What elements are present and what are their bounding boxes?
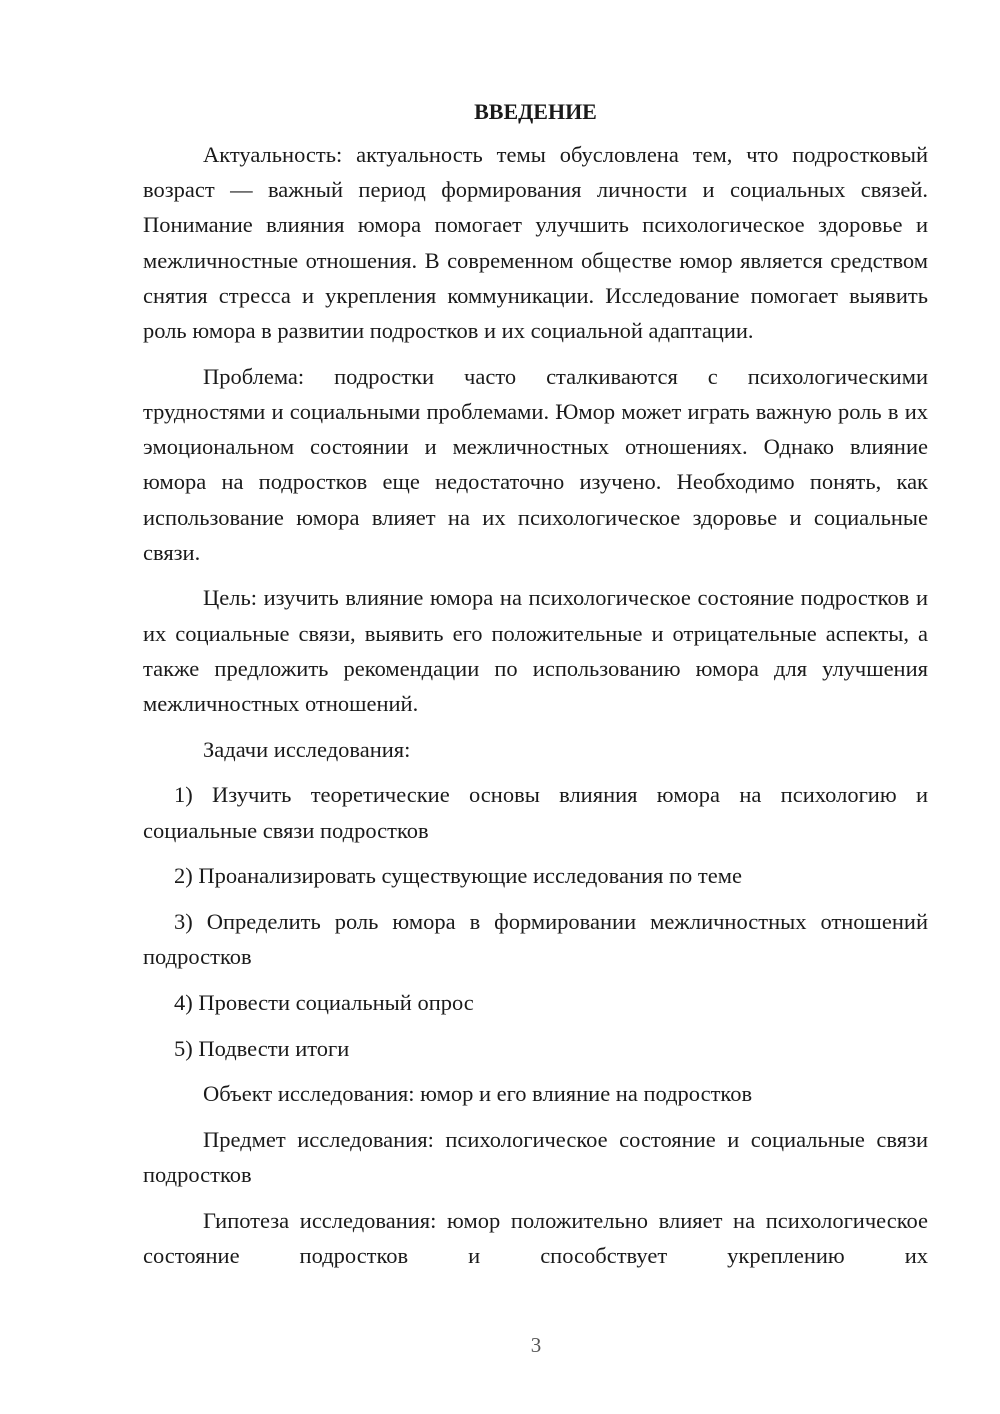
- page-title: ВВЕДЕНИЕ: [474, 99, 597, 124]
- task-item-5: 5) Подвести итоги: [174, 1035, 350, 1061]
- goal-paragraph: Цель: изучить влияние юмора на психологическое состояние подростков и их социальные связи, выявить его положительные и отрицательные аспекты, а также предложить рекомендации по использованию юмора для улучшения межличностных отношений.: [143, 585, 928, 717]
- subject-paragraph: Предмет исследования: психологическое состояние и социальные связи подростков: [143, 1127, 928, 1188]
- tasks-heading: Задачи исследования:: [203, 736, 411, 762]
- page-content: [143, 94, 928, 1284]
- task-item-2: 2) Проанализировать существующие исследования по теме: [174, 863, 742, 889]
- task-item-3: 3) Определить роль юмора в формировании межличностных отношений подростков: [143, 909, 928, 970]
- relevance-paragraph: Актуальность: актуальность темы обусловлена тем, что подростковый возраст — важный период формирования личности и социальных связей. Понимание влияния юмора помогает улучшить психологическое здоровье и межличностные отношения. В современном обществе юмор является средством снятия стресса и укрепления коммуникации. Исследование помогает выявить роль юмора в развитии подростков и их социальной адаптации.: [143, 142, 928, 344]
- task-item-1: 1) Изучить теоретические основы влияния юмора на психологию и социальные связи подростков: [143, 782, 928, 843]
- object-paragraph: Объект исследования: юмор и его влияние на подростков: [203, 1081, 753, 1107]
- page-number: 3: [530, 1333, 542, 1357]
- task-item-4: 4) Провести социальный опрос: [174, 989, 474, 1015]
- problem-paragraph: Проблема: подростки часто сталкиваются с психологическими трудностями и социальными проблемами. Юмор может играть важную роль в их эмоциональном состоянии и межличностных отношениях. Однако влияние юмора на подростков еще недостаточно изучено. Необходимо понять, как использование юмора влияет на их психологическое здоровье и социальные связи.: [143, 363, 928, 565]
- hypothesis-paragraph: Гипотеза исследования: юмор положительно влияет на психологическое состояние подростков и способствует укреплению их: [143, 1207, 928, 1269]
